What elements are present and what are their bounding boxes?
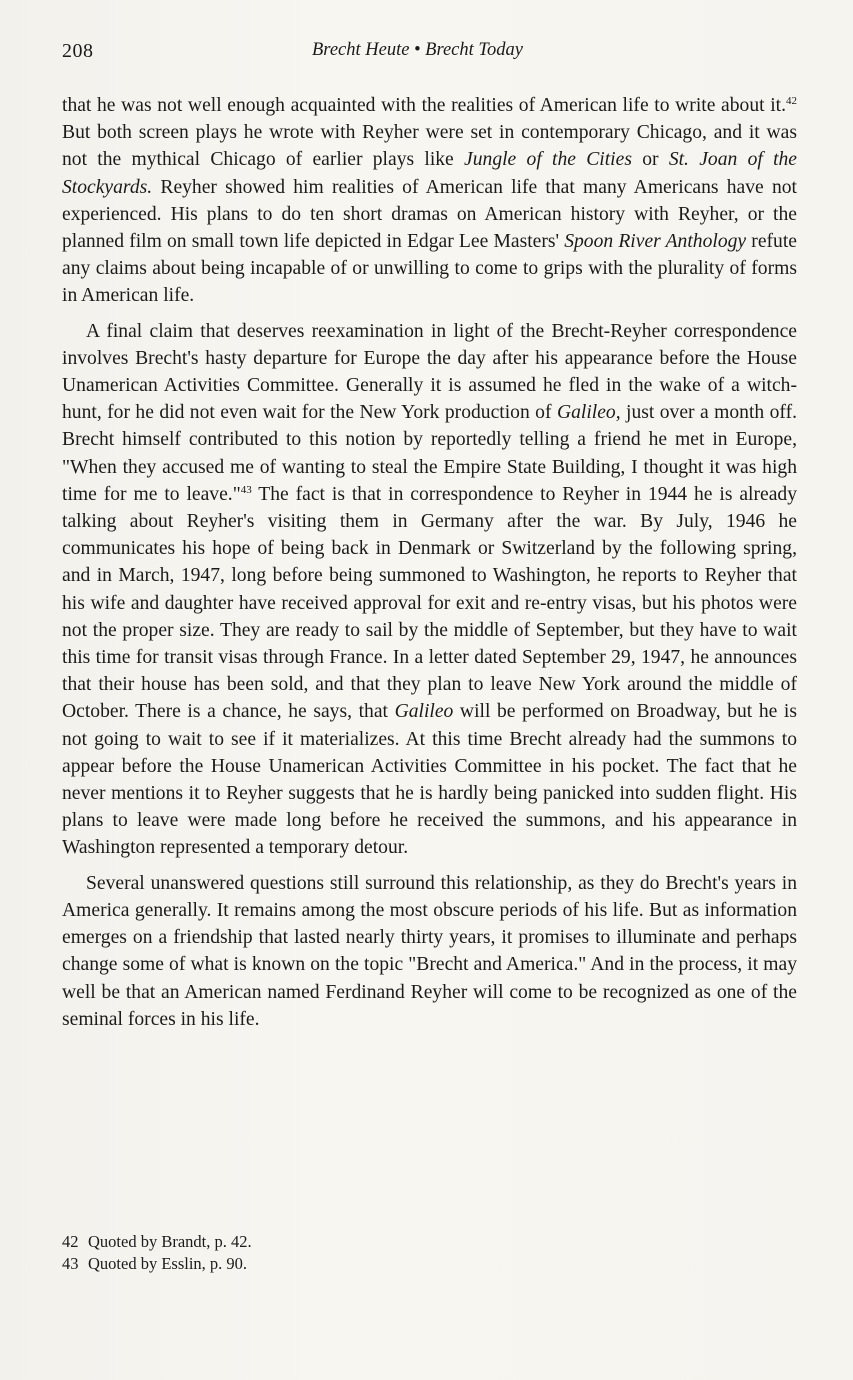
- footnote-42: [62, 1231, 797, 1253]
- paragraph-1: [62, 92, 797, 310]
- title-jungle-of-the-cities: Jungle of the Cities: [464, 149, 632, 171]
- footnote-number: 43: [62, 1254, 79, 1273]
- footnotes: [62, 1231, 797, 1275]
- paragraph-3: [62, 870, 797, 1033]
- footnote-number: 42: [62, 1232, 79, 1251]
- paragraph-text: just over a month off. Brecht himself contributed to this notion by reportedly telling a friend he met in Europe, "When they accused me of wanting to steal the Empire State Building, I thought it was high time for me to leave.": [62, 402, 798, 505]
- title-spoon-river: Spoon River Anthology: [564, 231, 747, 253]
- paragraph-text: Several unanswered questions still surround this relationship, as they do Brecht's years in America generally. It remains among the most obscure periods of his life. But as information emerges on a friendship that lasted nearly thirty years, it promises to illuminate and perhaps change some of what is known on the topic "Brecht and America." And in the process, it may well be that an American named Ferdinand Reyher will come to be recognized as one of the seminal forces in his life.: [62, 872, 797, 1030]
- footnote-ref-42: 42: [786, 95, 797, 107]
- paragraph-text: that he was not well enough acquainted with the realities of American life to write about it.: [62, 95, 786, 116]
- paragraph-text: or: [631, 149, 669, 171]
- title-st-joan: St. Joan of the Stockyards.: [62, 149, 798, 198]
- running-title: Brecht Heute • Brecht Today: [312, 40, 523, 60]
- paragraph-text: will be performed on Broadway, but he is not going to wait to see if it materializes. At this time Brecht already had the summons to appear before the House Unamerican Activities Committee in his pocket. The fact that he never mentions it to Reyher suggests that he is hardly being panicked into sudden flight. His plans to leave were made long before he received the summons, and his appearance in Washington represented a temporary detour.: [62, 701, 797, 859]
- footnote-text: Quoted by Esslin, p. 90.: [88, 1254, 248, 1273]
- paragraph-2: [62, 318, 797, 862]
- title-galileo: Galileo,: [556, 402, 621, 424]
- title-galileo: Galileo: [394, 701, 454, 723]
- paragraph-text: The fact is that in correspondence to Reyher in 1944 he is already talking about Reyher's visiting them in Germany after the war. By July, 1946 he communicates his hope of being back in Denmark or Switzerland by the following spring, and in March, 1947, long before being summoned to Washington, he reports to Reyher that his wife and daughter have received approval for exit and re-entry visas, but his photos were not the proper size. They are ready to sail by the middle of September, but they have to wait this time for transit visas through France. In a letter dated September 29, 1947, he announces that their house has been sold, and that they plan to leave New York around the middle of October. There is a chance, he says, that: [62, 483, 798, 723]
- paragraph-text: refute any claims about being incapable of or unwilling to come to grips with the plurality of forms in American life.: [62, 231, 797, 307]
- paragraph-text: Reyher showed him realities of American life that many Americans have not experienced. His plans to do ten short dramas on American history with Reyher, or the planned film on small town life depicted in Edgar Lee Masters': [62, 176, 797, 253]
- body-text: [62, 92, 797, 1041]
- footnote-text: Quoted by Brandt, p. 42.: [88, 1232, 252, 1251]
- paragraph-text: A final claim that deserves reexamination in light of the Brecht-Reyher correspondence involves Brecht's hasty departure for Europe the day after his appearance before the House Unamerican Activities Committee. Generally it is assumed he fled in the wake of a witch-hunt, for he did not even wait for the New York production of: [62, 320, 797, 424]
- footnote-43: [62, 1253, 797, 1275]
- running-head: [62, 40, 797, 66]
- page-number: 208: [62, 40, 94, 62]
- footnote-ref-43: 43: [240, 483, 252, 496]
- paragraph-text: But both screen plays he wrote with Reyher were set in contemporary Chicago, and it was not the mythical Chicago of earlier plays like: [62, 122, 797, 171]
